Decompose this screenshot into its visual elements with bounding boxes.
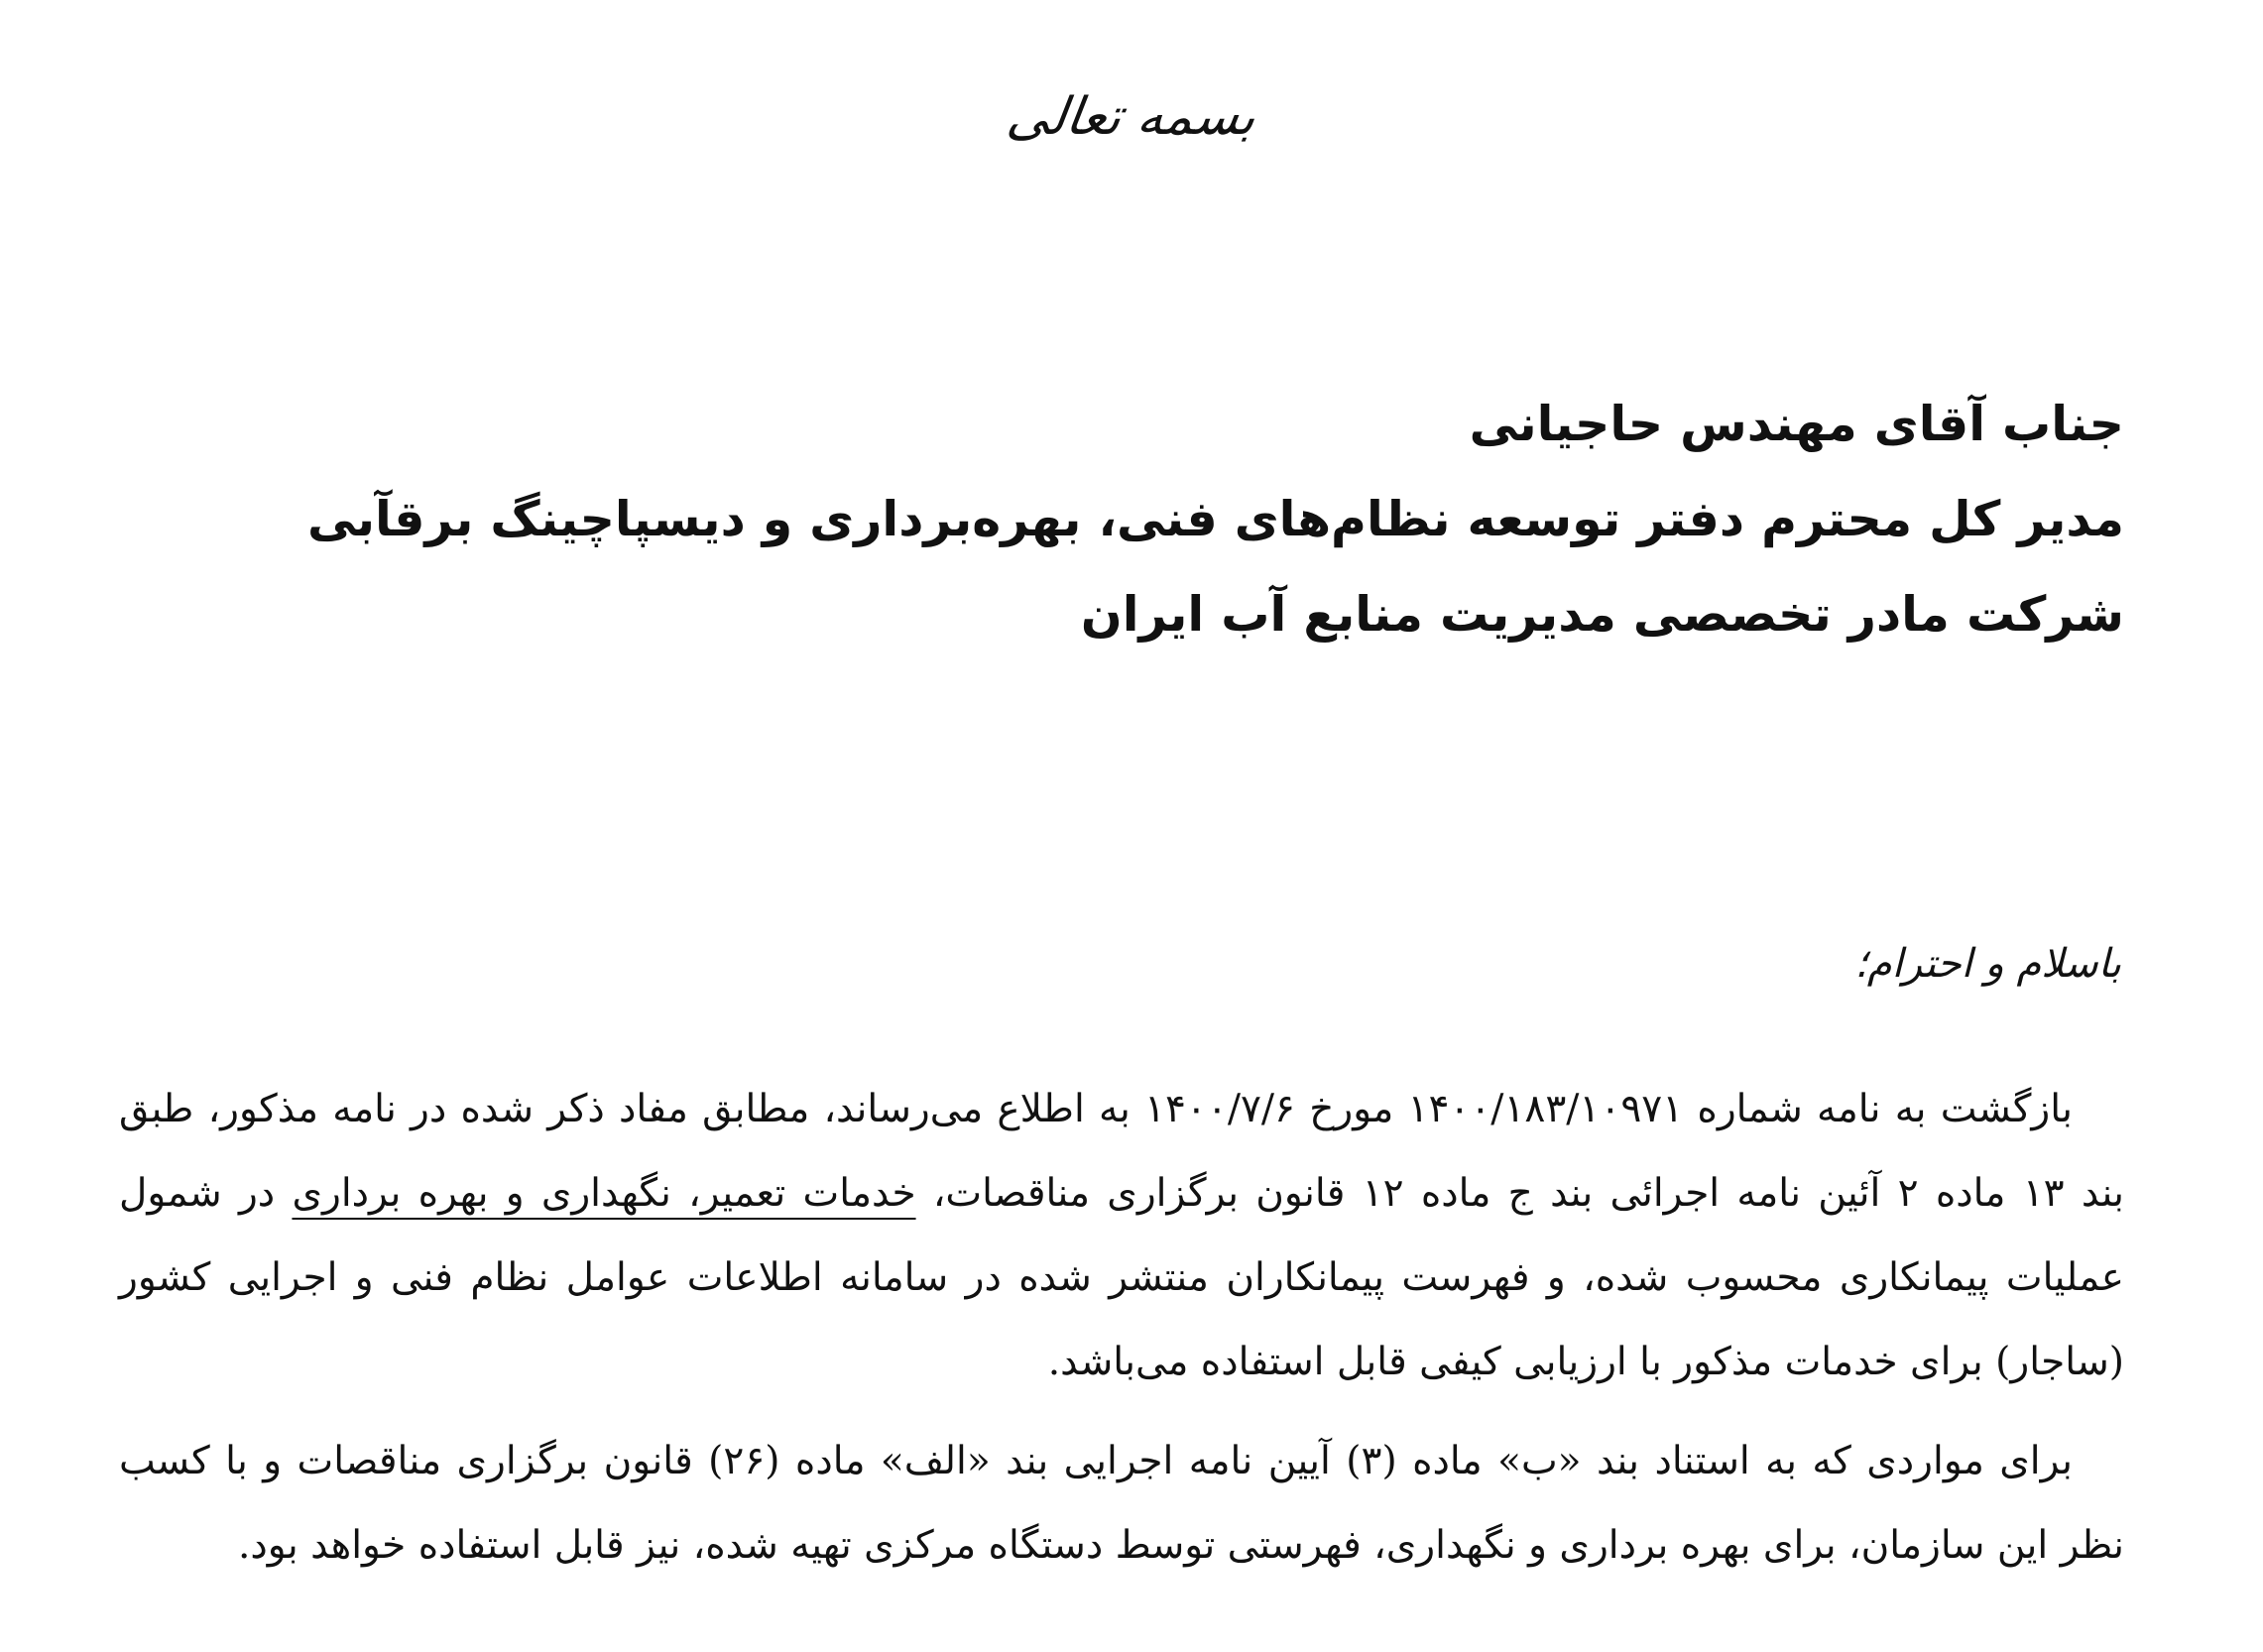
recipient-name: جناب آقای مهندس حاجیانی — [1469, 396, 2124, 452]
paragraph-1-underlined-phrase: خدمات تعمیر، نگهداری و بهره برداری — [292, 1171, 916, 1216]
body-paragraph-1 — [119, 1067, 2124, 1404]
body-paragraph-2: برای مواردی که به استناد بند «ب» ماده (۳) آیین نامه اجرایی بند «الف» ماده (۲۶) قانون برگزاری مناقصات و با کسب نظر این سازمان، برای بهره برداری و نگهداری، فهرستی توسط دستگاه مرکزی تهیه شده، نیز قابل استفاده خواهد بود. — [119, 1439, 2124, 1568]
greeting: باسلام و احترام؛ — [1854, 941, 2121, 987]
paragraph-1-text-start: بازگشت به نامه شماره ۱۴۰۰/۱۸۳/۱۰۹۷۱ مورخ ۱۴۰۰/۷/۶ به اطلاع می‌رساند، مطابق مفاد ذکر شده در نامه مذکور، طبق بند ۱۳ ماده ۲ آئین نامه اجرائی بند ج ماده ۱۲ قانون برگزاری مناقصات، — [119, 1087, 2124, 1216]
recipient-organization: شرکت مادر تخصصی مدیریت منابع آب ایران — [1080, 586, 2124, 643]
paragraph-1-text-end: در شمول عملیات پیمانکاری محسوب شده، و فهرست پیمانکاران منتشر شده در سامانه اطلاعات عوامل نظام فنی و اجرایی کشور (ساجار) برای خدمات مذکور با ارزیابی کیفی قابل استفاده می‌باشد. — [119, 1171, 2124, 1384]
recipient-title: مدیر کل محترم دفتر توسعه نظام‌های فنی، بهره‌برداری و دیسپاچینگ برقآبی — [307, 491, 2124, 547]
recipient-block — [307, 377, 2124, 662]
invocation-heading: بسمه تعالی — [1003, 87, 1260, 147]
letter-body — [119, 1067, 2124, 1588]
